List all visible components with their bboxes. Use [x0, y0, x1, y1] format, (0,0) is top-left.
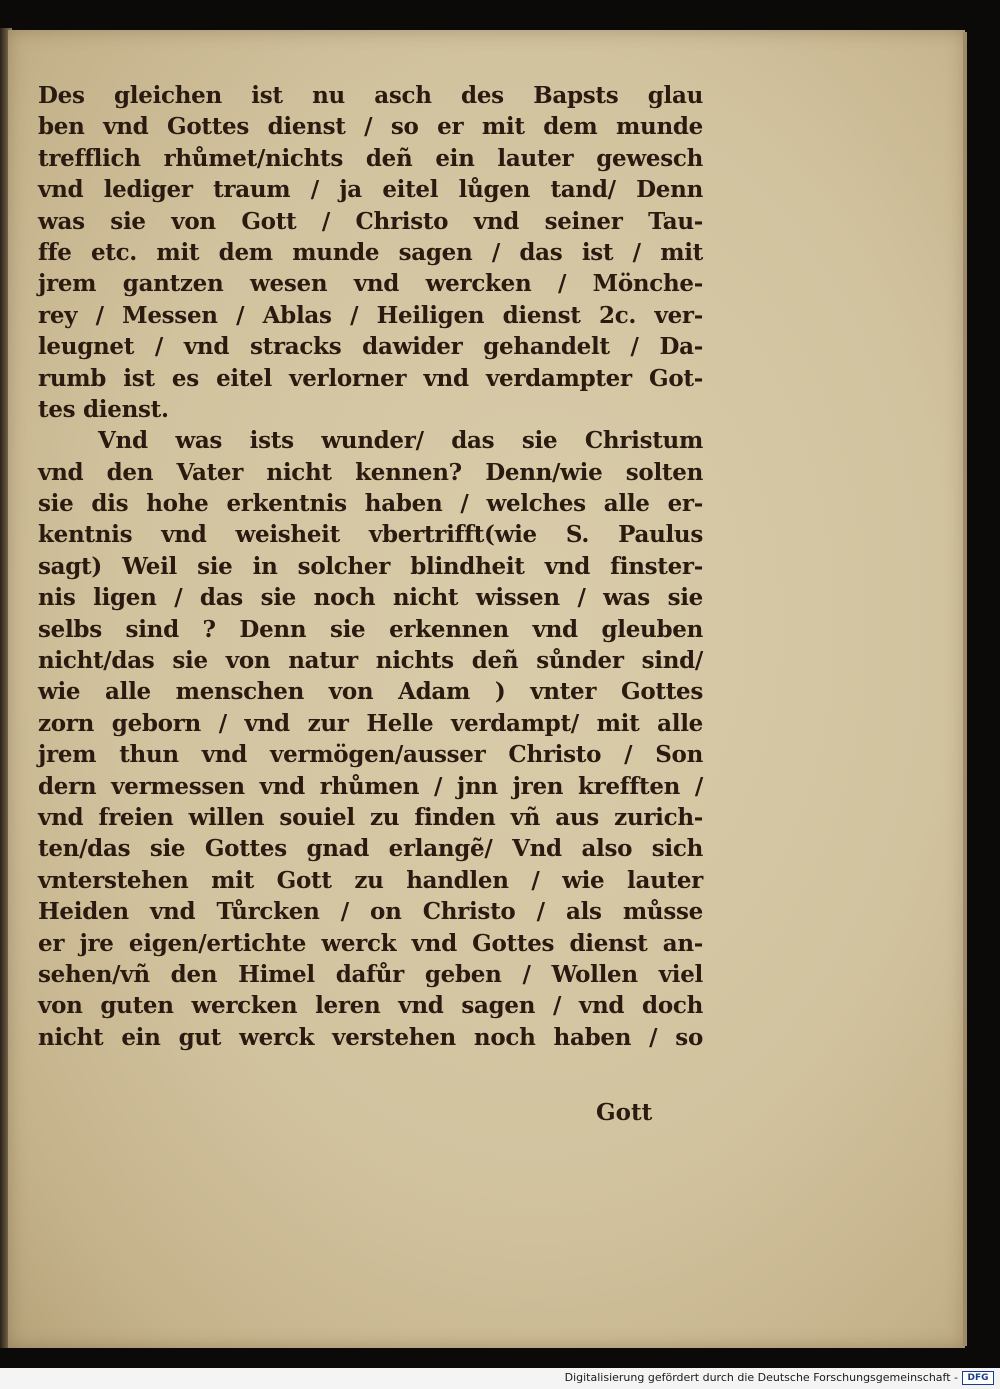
text-line: tes dienst.: [38, 395, 169, 423]
text-line: jrem gantzen wesen vnd wercken / Mönche-: [38, 270, 703, 298]
catchword: Gott: [596, 1099, 653, 1126]
text-line: kentnis vnd weisheit vbertrifft(wie S. Paulus: [38, 521, 703, 549]
page-edge: [963, 32, 967, 1346]
page-text-block: [38, 80, 703, 1053]
text-line: rey / Messen / Ablas / Heiligen dienst 2c. ver-: [38, 301, 703, 329]
text-line: Heiden vnd Tůrcken / on Christo / als můsse: [38, 898, 703, 926]
text-line: nicht ein gut werck verstehen noch haben / so: [38, 1023, 703, 1051]
text-line: von guten wercken leren vnd sagen / vnd doch: [38, 992, 703, 1020]
text-line: vnd lediger traum / ja eitel lůgen tand/ Denn: [38, 176, 703, 204]
text-line: trefflich rhůmet/nichts deñ ein lauter gewesch: [38, 144, 703, 172]
text-line: Des gleichen ist nu asch des Bapsts glau: [38, 82, 703, 109]
text-line: ben vnd Gottes dienst / so er mit dem munde: [38, 113, 703, 141]
text-line: ten/das sie Gottes gnad erlangẽ/ Vnd also sich: [38, 835, 703, 863]
text-line: leugnet / vnd stracks dawider gehandelt / Da-: [38, 333, 703, 361]
text-line: was sie von Gott / Christo vnd seiner Tau-: [38, 207, 703, 235]
text-line: er jre eigen/ertichte werck vnd Gottes dienst an-: [38, 929, 703, 957]
text-line: nicht/das sie von natur nichts deñ sůnder sind/: [38, 647, 703, 675]
text-line: zorn geborn / vnd zur Helle verdampt/ mit alle: [38, 709, 703, 737]
text-line: sagt) Weil sie in solcher blindheit vnd finster-: [38, 552, 703, 580]
text-line: sehen/vñ den Himel dafůr geben / Wollen viel: [38, 960, 703, 988]
text-line: Vnd was ists wunder/ das sie Christum: [98, 427, 703, 455]
text-line: sie dis hohe erkentnis haben / welches alle er-: [38, 490, 703, 518]
text-line: selbs sind ? Denn sie erkennen vnd gleuben: [38, 615, 703, 643]
text-line: vnd freien willen souiel zu finden vñ aus zurich-: [38, 803, 703, 831]
text-line: jrem thun vnd vermögen/ausser Christo / Son: [38, 741, 703, 769]
text-line: dern vermessen vnd rhůmen / jnn jren krefften /: [38, 772, 703, 800]
funding-credit: Digitalisierung gefördert durch die Deutsche Forschungsgemeinschaft -: [564, 1371, 958, 1384]
footer-bar: [0, 1368, 1000, 1389]
text-line: ffe etc. mit dem munde sagen / das ist / mit: [38, 238, 703, 266]
text-line: vnd den Vater nicht kennen? Denn/wie solten: [38, 458, 703, 486]
text-line: wie alle menschen von Adam ) vnter Gottes: [38, 678, 703, 706]
text-line: nis ligen / das sie noch nicht wissen / was sie: [38, 584, 703, 612]
text-line: rumb ist es eitel verlorner vnd verdampter Got-: [38, 364, 703, 392]
text-line: vnterstehen mit Gott zu handlen / wie lauter: [38, 866, 703, 894]
dfg-logo: DFG: [962, 1371, 994, 1385]
